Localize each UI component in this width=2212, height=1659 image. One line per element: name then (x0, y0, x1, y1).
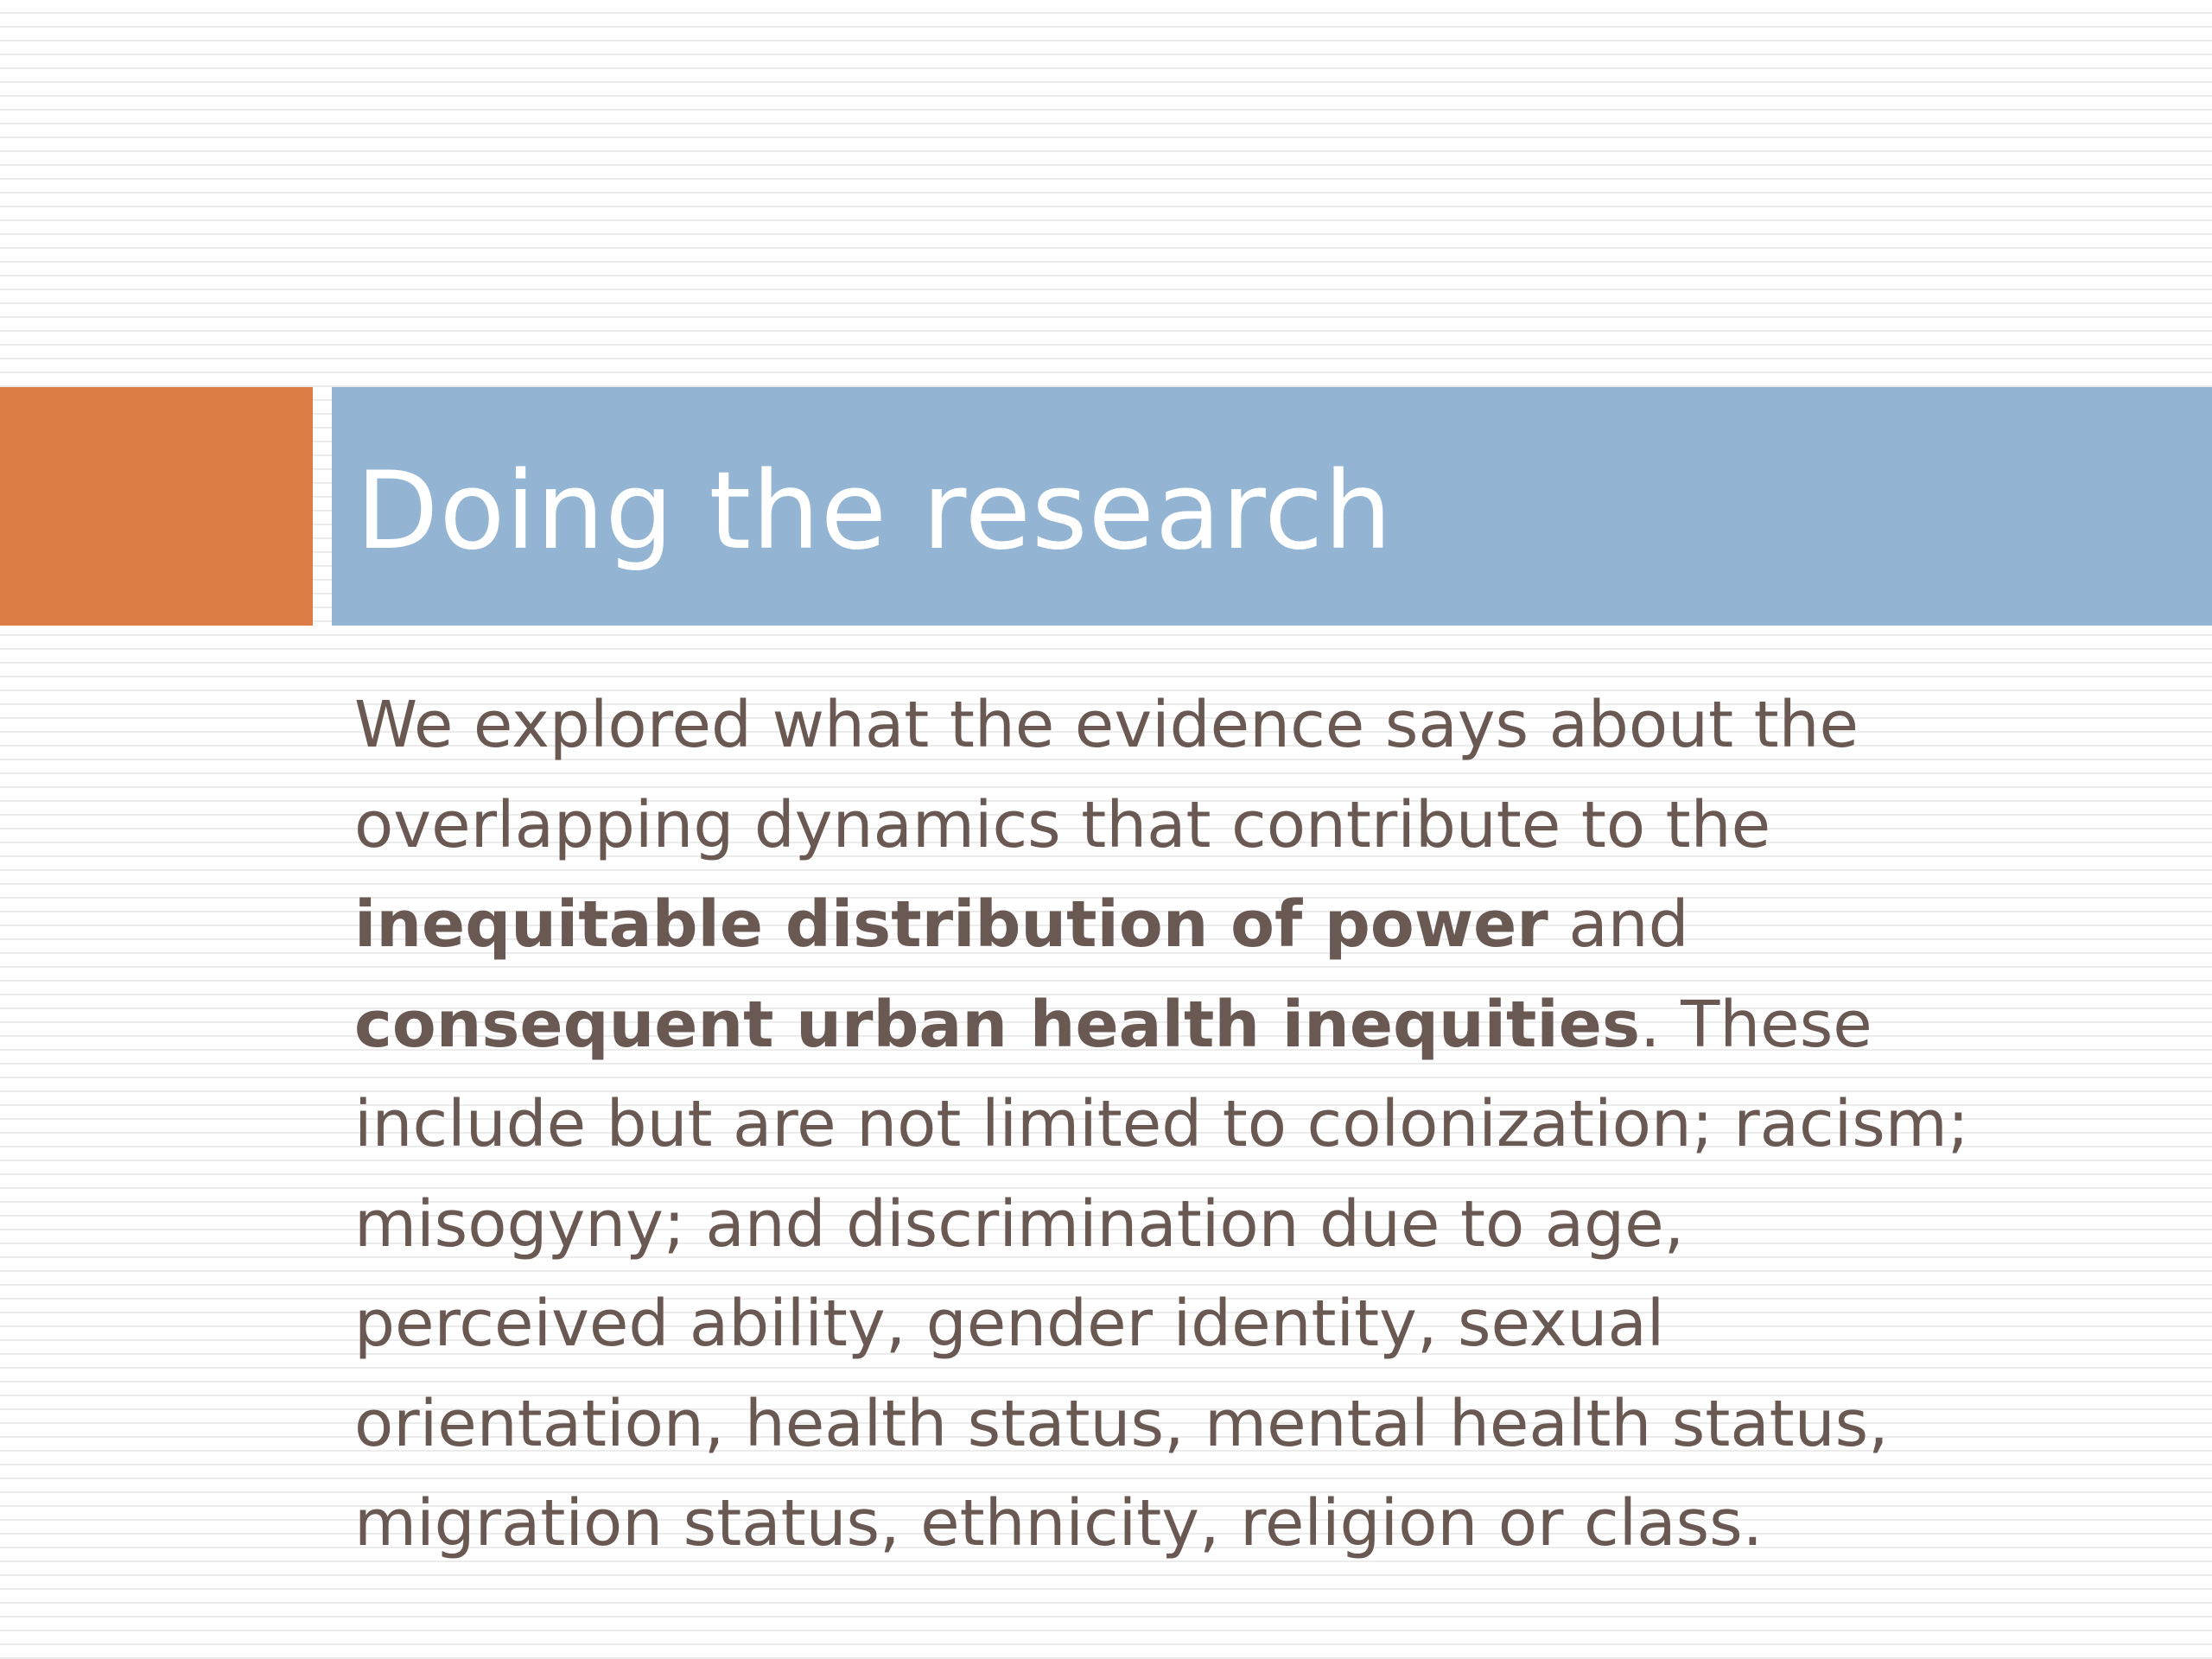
body-line-3 (354, 875, 2100, 976)
body-line-1: We explored what the evidence says about the (354, 688, 1859, 762)
body-line-6: misogyny; and discrimination due to age, (354, 1186, 1685, 1262)
body-line-9: migration status, ethnicity, religion or class. (354, 1486, 1764, 1560)
body-line-3-rest: and (1548, 887, 1689, 962)
body-line-8: orientation, health status, mental health status, (354, 1386, 1889, 1461)
slide-title: Doing the research (356, 449, 1393, 574)
title-bar (332, 387, 2212, 626)
body-line-4-rest: . These (1640, 987, 1872, 1062)
body-line-2: overlapping dynamics that contribute to the (354, 787, 1771, 862)
body-line-5: include but are not limited to colonization; racism; (354, 1087, 1969, 1161)
body-paragraph (354, 676, 2100, 1574)
orange-accent-block (0, 387, 313, 626)
body-line-7: perceived ability, gender identity, sexual (354, 1287, 1665, 1361)
body-line-4 (354, 976, 2100, 1076)
emphasis-health-inequities: consequent urban health inequities (354, 987, 1641, 1062)
emphasis-power-distribution: inequitable distribution of power (354, 887, 1548, 962)
